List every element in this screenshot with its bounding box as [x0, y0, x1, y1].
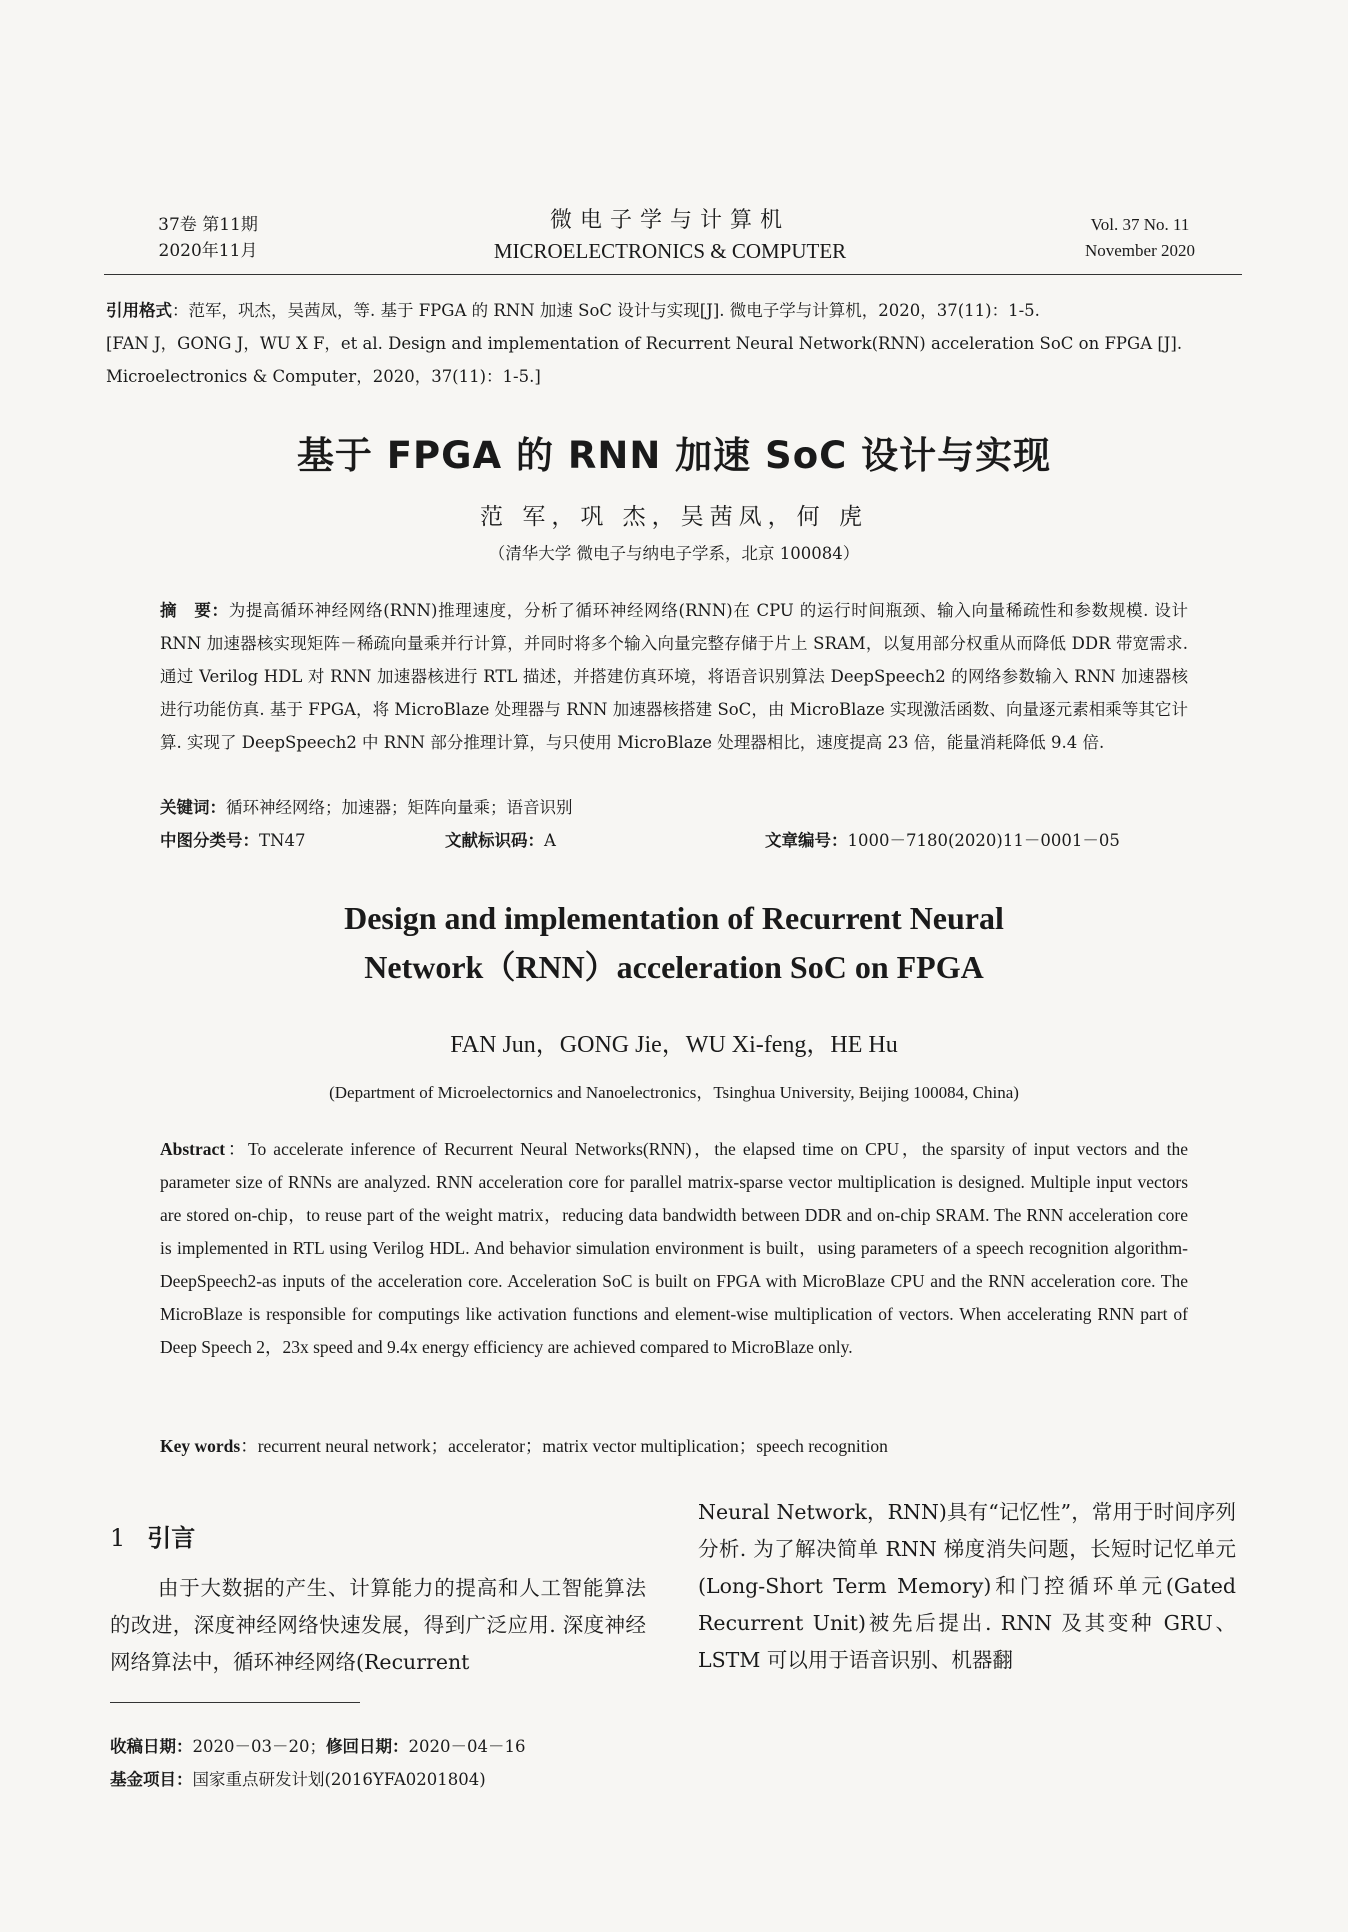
citation-label: 引用格式 [106, 301, 172, 320]
affiliation-en: (Department of Microelectornics and Nanoelectronics，Tsinghua University, Beijing 100084, China) [329, 1083, 1019, 1102]
footnote [110, 1730, 810, 1796]
keywords-en-text: ：recurrent neural network；accelerator；matrix vector multiplication；speech recognition [240, 1436, 888, 1456]
abstract-cn-label: 摘 要： [160, 601, 229, 620]
volume-issue-cn: 37卷 第11期 [158, 215, 258, 235]
header-rule [104, 274, 1242, 275]
title-cn: 基于 FPGA 的 RNN 加速 SoC 设计与实现 [296, 434, 1052, 477]
volume-issue-en: Vol. 37 No. 11 [1090, 215, 1190, 234]
journal-name-cn: 微电子学与计算机 [549, 208, 790, 233]
keywords-cn-text: 循环神经网络；加速器；矩阵向量乘；语音识别 [226, 798, 573, 817]
citation-text-cn: ：范军，巩杰，吴茜凤，等. 基于 FPGA 的 RNN 加速 SoC 设计与实现[J]. 微电子学与计算机，2020，37(11)：1-5. [172, 301, 1040, 320]
clc-number: 中图分类号：TN47 [160, 831, 306, 850]
affiliation-cn: （清华大学 微电子与纳电子学系，北京 100084） [488, 544, 860, 563]
title-en-line-1: Design and implementation of Recurrent Neural [344, 900, 1004, 936]
date-cn: 2020年11月 [158, 241, 258, 261]
abstract-en-label: Abstract [160, 1139, 226, 1159]
document-code: 文献标识码：A [445, 831, 556, 850]
footnote-fund: 基金项目：国家重点研发计划(2016YFA0201804) [110, 1770, 486, 1789]
issue-info-en [1050, 212, 1230, 264]
body-column-left: 由于大数据的产生、计算能力的提高和人工智能算法的改进，深度神经网络快速发展，得到广泛应用. 深度神经网络算法中，循环神经网络(Recurrent [110, 1576, 646, 1674]
footnote-rule [110, 1702, 360, 1703]
keywords-cn [160, 793, 1188, 823]
keywords-en [160, 1431, 1188, 1461]
abstract-en-text: ：To accelerate inference of Recurrent Neural Networks(RNN)，the elapsed time on CPU，the sparsity of input vectors and the parameter size of RNNs are analyzed. RNN acceleration core for parallel matrix-sparse vector multiplication is designed. Multiple input vectors are stored on-chip，to reuse part of the weight matrix，reducing data bandwidth between DDR and on-chip SRAM. The RNN acceleration core is implemented in RTL using Verilog HDL. And behavior simulation environment is built，using parameters of a speech recognition algorithm-DeepSpeech2-as inputs of the acceleration core. Acceleration SoC is built on FPGA with MicroBlaze CPU and the RNN acceleration core. The MicroBlaze is responsible for computings like activation functions and element-wise multiplication of vectors. When accelerating RNN part of Deep Speech 2，23x speed and 9.4x energy efficiency are achieved compared to MicroBlaze only. [160, 1139, 1188, 1357]
section-title: 引言 [147, 1524, 196, 1552]
date-en: November 2020 [1084, 241, 1195, 260]
authors-en: FAN Jun，GONG Jie，WU Xi-feng，HE Hu [450, 1032, 898, 1058]
title-en [100, 894, 1248, 992]
abstract-en [160, 1133, 1188, 1364]
journal-name [420, 206, 920, 266]
citation-text-en: [FAN J，GONG J，WU X F，et al. Design and implementation of Recurrent Neural Network(RNN) acceleration SoC on FPGA [J]. Microelectronics & Computer，2020，37(11)：1-5.] [106, 334, 1183, 386]
body-column-right: Neural Network，RNN)具有“记忆性”，常用于时间序列分析. 为了解决简单 RNN 梯度消失问题，长短时记忆单元(Long-Short Term Memory)和门控循环单元(Gated Recurrent Unit)被先后提出. RNN 及其变种 GRU、LSTM 可以用于语音识别、机器翻 [698, 1500, 1236, 1672]
citation [106, 294, 1240, 393]
article-number: 文章编号：1000－7180(2020)11－0001－05 [765, 831, 1120, 850]
title-en-line-2: Network（RNN）acceleration SoC on FPGA [364, 949, 984, 985]
authors-cn: 范 军，巩 杰，吴茜凤，何 虎 [480, 504, 868, 530]
keywords-cn-label: 关键词： [160, 798, 226, 817]
abstract-cn-text: 为提高循环神经网络(RNN)推理速度，分析了循环神经网络(RNN)在 CPU 的运行时间瓶颈、输入向量稀疏性和参数规模. 设计 RNN 加速器核实现矩阵－稀疏向量乘并行计算，并同时将多个输入向量完整存储于片上 SRAM，以复用部分权重从而降低 DDR 带宽需求. 通过 Verilog HDL 对 RNN 加速器核进行 RTL 描述，并搭建仿真环境，将语音识别算法 DeepSpeech2 的网络参数输入 RNN 加速器核进行功能仿真. 基于 FPGA，将 MicroBlaze 处理器与 RNN 加速器核搭建 SoC，由 MicroBlaze 实现激活函数、向量逐元素相乘等其它计算. 实现了 DeepSpeech2 中 RNN 部分推理计算，与只使用 MicroBlaze 处理器相比，速度提高 23 倍，能量消耗降低 9.4 倍. [160, 601, 1189, 752]
keywords-en-label: Key words [160, 1436, 241, 1456]
journal-name-en: MICROELECTRONICS & COMPUTER [493, 239, 847, 263]
footnote-dates: 收稿日期：2020－03－20；修回日期：2020－04－16 [110, 1737, 526, 1756]
section-number: 1 [110, 1524, 126, 1552]
issue-info [128, 212, 288, 264]
section-heading [110, 1518, 195, 1553]
abstract-cn [160, 594, 1188, 759]
